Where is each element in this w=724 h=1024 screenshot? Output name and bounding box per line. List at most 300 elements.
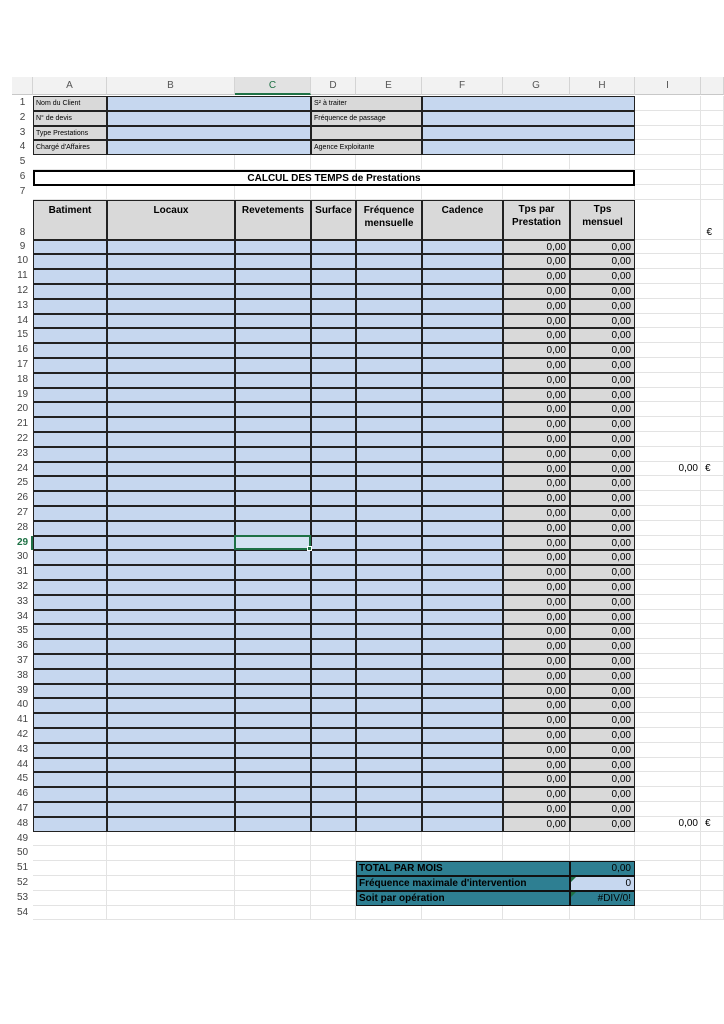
grid-cell[interactable] (701, 550, 724, 565)
data-input-cell[interactable] (33, 595, 107, 610)
data-input-cell[interactable] (356, 240, 422, 255)
data-input-cell[interactable] (107, 536, 235, 551)
data-input-cell[interactable] (356, 343, 422, 358)
data-input-cell[interactable] (356, 506, 422, 521)
data-input-cell[interactable] (107, 254, 235, 269)
data-input-cell[interactable] (107, 402, 235, 417)
data-input-cell[interactable] (422, 802, 503, 817)
data-input-cell[interactable] (107, 550, 235, 565)
data-input-cell[interactable] (311, 432, 356, 447)
row-header-50[interactable]: 50 (12, 846, 33, 861)
grid-cell[interactable] (356, 832, 422, 847)
grid-cell[interactable] (701, 861, 724, 876)
grid-cell[interactable] (701, 610, 724, 625)
row-header-40[interactable]: 40 (12, 698, 33, 713)
data-input-cell[interactable] (107, 284, 235, 299)
grid-cell[interactable] (635, 432, 701, 447)
data-input-cell[interactable] (311, 343, 356, 358)
data-input-cell[interactable] (107, 328, 235, 343)
data-input-cell[interactable] (107, 565, 235, 580)
column-header-e[interactable]: E (356, 77, 422, 95)
grid-cell[interactable] (635, 170, 701, 185)
data-input-cell[interactable] (356, 802, 422, 817)
row-header-10[interactable]: 10 (12, 254, 33, 269)
data-input-cell[interactable] (235, 402, 311, 417)
data-input-cell[interactable] (311, 728, 356, 743)
grid-cell[interactable] (356, 185, 422, 200)
data-input-cell[interactable] (356, 728, 422, 743)
data-input-cell[interactable] (311, 358, 356, 373)
data-input-cell[interactable] (422, 758, 503, 773)
data-input-cell[interactable] (356, 580, 422, 595)
grid-cell[interactable] (701, 185, 724, 200)
grid-cell[interactable] (701, 358, 724, 373)
grid-cell[interactable] (235, 846, 311, 861)
data-input-cell[interactable] (311, 269, 356, 284)
grid-cell[interactable] (701, 713, 724, 728)
grid-cell[interactable] (635, 111, 701, 126)
data-input-cell[interactable] (33, 713, 107, 728)
data-input-cell[interactable] (235, 432, 311, 447)
data-input-cell[interactable] (33, 254, 107, 269)
row-header-21[interactable]: 21 (12, 417, 33, 432)
data-input-cell[interactable] (311, 388, 356, 403)
row-header-38[interactable]: 38 (12, 669, 33, 684)
data-input-cell[interactable] (107, 521, 235, 536)
grid-cell[interactable] (701, 491, 724, 506)
grid-cell[interactable] (635, 728, 701, 743)
data-input-cell[interactable] (235, 254, 311, 269)
data-input-cell[interactable] (235, 817, 311, 832)
grid-cell[interactable] (635, 832, 701, 847)
data-input-cell[interactable] (422, 536, 503, 551)
data-input-cell[interactable] (311, 476, 356, 491)
data-input-cell[interactable] (311, 684, 356, 699)
data-input-cell[interactable] (33, 580, 107, 595)
data-input-cell[interactable] (311, 373, 356, 388)
data-input-cell[interactable] (33, 388, 107, 403)
grid-cell[interactable] (33, 155, 107, 170)
data-input-cell[interactable] (235, 476, 311, 491)
data-input-cell[interactable] (33, 550, 107, 565)
data-input-cell[interactable] (311, 491, 356, 506)
data-input-cell[interactable] (33, 432, 107, 447)
row-header-45[interactable]: 45 (12, 772, 33, 787)
grid-cell[interactable] (107, 891, 235, 906)
row-header-54[interactable]: 54 (12, 906, 33, 921)
grid-cell[interactable] (701, 772, 724, 787)
row-header-35[interactable]: 35 (12, 624, 33, 639)
data-input-cell[interactable] (311, 402, 356, 417)
grid-cell[interactable] (33, 185, 107, 200)
data-input-cell[interactable] (356, 610, 422, 625)
data-input-cell[interactable] (33, 491, 107, 506)
grid-cell[interactable] (701, 684, 724, 699)
data-input-cell[interactable] (33, 698, 107, 713)
data-input-cell[interactable] (356, 684, 422, 699)
data-input-cell[interactable] (107, 624, 235, 639)
row-header-30[interactable]: 30 (12, 550, 33, 565)
data-input-cell[interactable] (33, 314, 107, 329)
grid-cell[interactable] (33, 891, 107, 906)
data-input-cell[interactable] (235, 758, 311, 773)
grid-cell[interactable] (635, 876, 701, 891)
data-input-cell[interactable] (33, 772, 107, 787)
grid-cell[interactable] (235, 155, 311, 170)
data-input-cell[interactable] (107, 343, 235, 358)
grid-cell[interactable] (701, 506, 724, 521)
grid-cell[interactable] (503, 832, 570, 847)
grid-cell[interactable] (701, 126, 724, 141)
row-header-33[interactable]: 33 (12, 595, 33, 610)
grid-cell[interactable] (635, 476, 701, 491)
data-input-cell[interactable] (422, 388, 503, 403)
data-input-cell[interactable] (356, 521, 422, 536)
grid-cell[interactable] (635, 506, 701, 521)
data-input-cell[interactable] (422, 284, 503, 299)
row-header-37[interactable]: 37 (12, 654, 33, 669)
grid-cell[interactable] (701, 314, 724, 329)
grid-cell[interactable] (311, 906, 356, 921)
row-header-7[interactable]: 7 (12, 185, 33, 200)
grid-cell[interactable] (701, 758, 724, 773)
grid-cell[interactable] (701, 876, 724, 891)
data-input-cell[interactable] (107, 802, 235, 817)
data-input-cell[interactable] (107, 506, 235, 521)
data-input-cell[interactable] (107, 772, 235, 787)
field-input[interactable] (422, 96, 635, 111)
data-input-cell[interactable] (356, 373, 422, 388)
column-header-f[interactable]: F (422, 77, 503, 95)
row-header-9[interactable]: 9 (12, 240, 33, 255)
grid-cell[interactable] (235, 861, 311, 876)
data-input-cell[interactable] (422, 684, 503, 699)
row-header-1[interactable]: 1 (12, 96, 33, 111)
grid-cell[interactable] (635, 669, 701, 684)
grid-cell[interactable] (33, 846, 107, 861)
row-header-14[interactable]: 14 (12, 314, 33, 329)
data-input-cell[interactable] (311, 610, 356, 625)
data-input-cell[interactable] (422, 432, 503, 447)
data-input-cell[interactable] (107, 817, 235, 832)
row-header-16[interactable]: 16 (12, 343, 33, 358)
grid-cell[interactable] (635, 891, 701, 906)
row-header-5[interactable]: 5 (12, 155, 33, 170)
data-input-cell[interactable] (107, 240, 235, 255)
data-input-cell[interactable] (235, 343, 311, 358)
data-input-cell[interactable] (235, 595, 311, 610)
data-input-cell[interactable] (422, 254, 503, 269)
column-header-d[interactable]: D (311, 77, 356, 95)
grid-cell[interactable] (701, 891, 724, 906)
grid-cell[interactable] (422, 832, 503, 847)
data-input-cell[interactable] (356, 314, 422, 329)
grid-cell[interactable] (107, 185, 235, 200)
data-input-cell[interactable] (356, 639, 422, 654)
grid-cell[interactable] (701, 906, 724, 921)
grid-cell[interactable] (635, 417, 701, 432)
data-input-cell[interactable] (235, 713, 311, 728)
row-header-27[interactable]: 27 (12, 506, 33, 521)
row-header-8[interactable]: 8 (12, 200, 33, 240)
grid-cell[interactable] (107, 861, 235, 876)
grid-cell[interactable] (635, 358, 701, 373)
grid-cell[interactable] (635, 713, 701, 728)
grid-cell[interactable] (701, 299, 724, 314)
data-input-cell[interactable] (422, 417, 503, 432)
data-input-cell[interactable] (311, 817, 356, 832)
row-header-43[interactable]: 43 (12, 743, 33, 758)
data-input-cell[interactable] (33, 728, 107, 743)
data-input-cell[interactable] (235, 284, 311, 299)
row-header-49[interactable]: 49 (12, 832, 33, 847)
data-input-cell[interactable] (235, 240, 311, 255)
data-input-cell[interactable] (356, 758, 422, 773)
data-input-cell[interactable] (422, 521, 503, 536)
data-input-cell[interactable] (311, 787, 356, 802)
grid-cell[interactable] (235, 876, 311, 891)
data-input-cell[interactable] (422, 506, 503, 521)
data-input-cell[interactable] (311, 506, 356, 521)
data-input-cell[interactable] (356, 713, 422, 728)
row-header-15[interactable]: 15 (12, 328, 33, 343)
grid-cell[interactable] (635, 787, 701, 802)
data-input-cell[interactable] (107, 447, 235, 462)
data-input-cell[interactable] (422, 595, 503, 610)
data-input-cell[interactable] (33, 536, 107, 551)
data-input-cell[interactable] (311, 462, 356, 477)
grid-cell[interactable] (635, 906, 701, 921)
column-header-i[interactable]: I (635, 77, 701, 95)
data-input-cell[interactable] (356, 447, 422, 462)
row-header-44[interactable]: 44 (12, 758, 33, 773)
data-input-cell[interactable] (33, 654, 107, 669)
data-input-cell[interactable] (311, 639, 356, 654)
data-input-cell[interactable] (422, 669, 503, 684)
grid-cell[interactable] (635, 240, 701, 255)
data-input-cell[interactable] (235, 743, 311, 758)
field-input[interactable] (107, 140, 311, 155)
grid-cell[interactable] (422, 846, 503, 861)
data-input-cell[interactable] (422, 713, 503, 728)
grid-cell[interactable] (635, 200, 701, 240)
grid-cell[interactable] (635, 299, 701, 314)
grid-cell[interactable] (701, 388, 724, 403)
data-input-cell[interactable] (422, 447, 503, 462)
row-header-31[interactable]: 31 (12, 565, 33, 580)
data-input-cell[interactable] (235, 447, 311, 462)
grid-cell[interactable] (635, 580, 701, 595)
data-input-cell[interactable] (356, 698, 422, 713)
column-header-b[interactable]: B (107, 77, 235, 95)
grid-cell[interactable] (701, 802, 724, 817)
data-input-cell[interactable] (311, 565, 356, 580)
row-header-17[interactable]: 17 (12, 358, 33, 373)
row-header-25[interactable]: 25 (12, 476, 33, 491)
data-input-cell[interactable] (33, 269, 107, 284)
grid-cell[interactable] (635, 595, 701, 610)
data-input-cell[interactable] (235, 624, 311, 639)
grid-cell[interactable] (635, 698, 701, 713)
grid-cell[interactable] (701, 639, 724, 654)
data-input-cell[interactable] (33, 610, 107, 625)
data-input-cell[interactable] (311, 328, 356, 343)
grid-cell[interactable] (570, 185, 635, 200)
data-input-cell[interactable] (311, 802, 356, 817)
data-input-cell[interactable] (356, 328, 422, 343)
data-input-cell[interactable] (356, 743, 422, 758)
row-header-18[interactable]: 18 (12, 373, 33, 388)
data-input-cell[interactable] (311, 284, 356, 299)
data-input-cell[interactable] (33, 817, 107, 832)
field-input[interactable] (107, 126, 311, 141)
grid-cell[interactable] (635, 185, 701, 200)
data-input-cell[interactable] (422, 624, 503, 639)
grid-cell[interactable] (635, 328, 701, 343)
grid-cell[interactable] (422, 155, 503, 170)
data-input-cell[interactable] (107, 432, 235, 447)
field-input[interactable] (107, 111, 311, 126)
data-input-cell[interactable] (107, 269, 235, 284)
grid-cell[interactable] (701, 654, 724, 669)
row-header-23[interactable]: 23 (12, 447, 33, 462)
data-input-cell[interactable] (311, 299, 356, 314)
data-input-cell[interactable] (422, 476, 503, 491)
data-input-cell[interactable] (33, 417, 107, 432)
data-input-cell[interactable] (422, 373, 503, 388)
row-header-53[interactable]: 53 (12, 891, 33, 906)
row-header-34[interactable]: 34 (12, 610, 33, 625)
data-input-cell[interactable] (235, 639, 311, 654)
data-input-cell[interactable] (356, 388, 422, 403)
data-input-cell[interactable] (107, 610, 235, 625)
data-input-cell[interactable] (356, 254, 422, 269)
data-input-cell[interactable] (33, 639, 107, 654)
data-input-cell[interactable] (107, 358, 235, 373)
grid-cell[interactable] (107, 832, 235, 847)
grid-cell[interactable] (356, 155, 422, 170)
data-input-cell[interactable] (311, 698, 356, 713)
row-header-4[interactable]: 4 (12, 140, 33, 155)
data-input-cell[interactable] (311, 536, 356, 551)
data-input-cell[interactable] (107, 462, 235, 477)
data-input-cell[interactable] (311, 314, 356, 329)
grid-cell[interactable] (701, 254, 724, 269)
grid-cell[interactable] (635, 140, 701, 155)
select-all-corner[interactable] (12, 77, 33, 95)
grid-cell[interactable] (635, 314, 701, 329)
data-input-cell[interactable] (356, 462, 422, 477)
data-input-cell[interactable] (107, 669, 235, 684)
row-header-12[interactable]: 12 (12, 284, 33, 299)
data-input-cell[interactable] (235, 550, 311, 565)
grid-cell[interactable] (107, 155, 235, 170)
data-input-cell[interactable] (422, 358, 503, 373)
grid-cell[interactable] (701, 728, 724, 743)
data-input-cell[interactable] (33, 299, 107, 314)
grid-cell[interactable] (635, 254, 701, 269)
data-input-cell[interactable] (235, 358, 311, 373)
grid-cell[interactable] (503, 155, 570, 170)
grid-cell[interactable] (33, 861, 107, 876)
grid-cell[interactable] (635, 126, 701, 141)
grid-cell[interactable] (503, 185, 570, 200)
grid-cell[interactable] (635, 96, 701, 111)
data-input-cell[interactable] (356, 550, 422, 565)
data-input-cell[interactable] (356, 417, 422, 432)
row-header-41[interactable]: 41 (12, 713, 33, 728)
grid-cell[interactable] (107, 876, 235, 891)
data-input-cell[interactable] (356, 772, 422, 787)
row-header-52[interactable]: 52 (12, 876, 33, 891)
grid-cell[interactable] (635, 388, 701, 403)
grid-cell[interactable] (701, 96, 724, 111)
data-input-cell[interactable] (235, 521, 311, 536)
field-input[interactable] (422, 140, 635, 155)
grid-cell[interactable] (570, 832, 635, 847)
data-input-cell[interactable] (107, 698, 235, 713)
grid-cell[interactable] (635, 373, 701, 388)
data-input-cell[interactable] (311, 772, 356, 787)
data-input-cell[interactable] (107, 639, 235, 654)
data-input-cell[interactable] (33, 802, 107, 817)
grid-cell[interactable] (635, 772, 701, 787)
data-input-cell[interactable] (107, 388, 235, 403)
grid-cell[interactable] (635, 550, 701, 565)
data-input-cell[interactable] (33, 462, 107, 477)
data-input-cell[interactable] (311, 240, 356, 255)
row-header-36[interactable]: 36 (12, 639, 33, 654)
field-input[interactable] (107, 96, 311, 111)
data-input-cell[interactable] (33, 669, 107, 684)
data-input-cell[interactable] (33, 506, 107, 521)
data-input-cell[interactable] (311, 624, 356, 639)
data-input-cell[interactable] (356, 595, 422, 610)
data-input-cell[interactable] (311, 580, 356, 595)
data-input-cell[interactable] (107, 373, 235, 388)
column-header-g[interactable]: G (503, 77, 570, 95)
data-input-cell[interactable] (107, 476, 235, 491)
data-input-cell[interactable] (422, 698, 503, 713)
grid-cell[interactable] (635, 654, 701, 669)
grid-cell[interactable] (235, 906, 311, 921)
data-input-cell[interactable] (311, 254, 356, 269)
grid-cell[interactable] (701, 595, 724, 610)
grid-cell[interactable] (701, 447, 724, 462)
data-input-cell[interactable] (33, 624, 107, 639)
grid-cell[interactable] (33, 832, 107, 847)
grid-cell[interactable] (33, 876, 107, 891)
data-input-cell[interactable] (235, 417, 311, 432)
row-header-48[interactable]: 48 (12, 817, 33, 832)
grid-cell[interactable] (311, 876, 356, 891)
data-input-cell[interactable] (235, 669, 311, 684)
data-input-cell[interactable] (107, 758, 235, 773)
data-input-cell[interactable] (235, 328, 311, 343)
row-header-2[interactable]: 2 (12, 111, 33, 126)
grid-cell[interactable] (635, 846, 701, 861)
data-input-cell[interactable] (107, 713, 235, 728)
grid-cell[interactable] (701, 155, 724, 170)
grid-cell[interactable] (311, 185, 356, 200)
data-input-cell[interactable] (422, 772, 503, 787)
data-input-cell[interactable] (422, 787, 503, 802)
grid-cell[interactable] (235, 891, 311, 906)
data-input-cell[interactable] (356, 284, 422, 299)
data-input-cell[interactable] (422, 550, 503, 565)
grid-cell[interactable] (570, 155, 635, 170)
grid-cell[interactable] (701, 521, 724, 536)
